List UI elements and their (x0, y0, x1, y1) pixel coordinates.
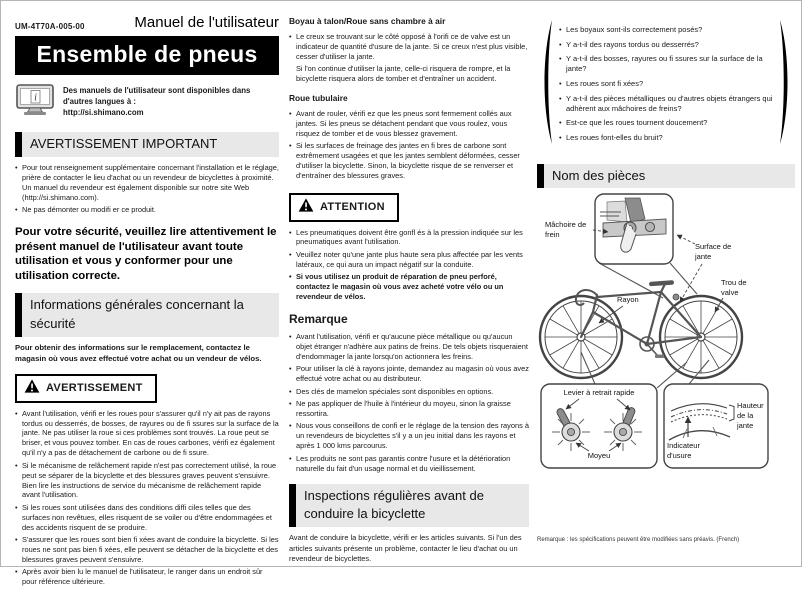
warning-triangle-icon (24, 379, 40, 398)
list-item: • Nous vous conseillons de confi er le réglage de la tension des rayons à un revendeurs de bicyclettes s'il y a un jeu initial dans les rayons et après 1 000 kms parcourus. (289, 421, 529, 451)
section-header-general-info: Informations générales concernant la sécurité (15, 293, 279, 337)
list-item: • Si les surfaces de freinage des jantes en fi bres de carbone sont extrêmement usagées et que les jantes semblent déformées, cesser d'utiliser la bicyclette. Sinon, la bicyclette risque de se renverser et d'entraîner des blessures graves. (289, 141, 529, 181)
column-middle (289, 14, 529, 564)
manuals-url-link[interactable]: http://si.shimano.com (63, 107, 144, 117)
subheading-clincher: Boyau à talon/Roue sans chambre à air (289, 16, 446, 26)
checklist-item: • Y a-t-il des bosses, rayures ou fi ssures sur la surface de la jante? (559, 54, 775, 74)
list-item: • Les pneumatiques doivent être gonfl és à la pression indiquée sur les pneumatiques avant l'utilisation. (289, 228, 529, 248)
attention-label: ATTENTION (320, 201, 385, 214)
safety-lead-paragraph: Pour votre sécurité, veuillez lire attentivement le présent manuel de l'utilisateur avant toute utilisation et vous y conformer pour une utilisation correcte. (15, 225, 277, 282)
important-warning-list (15, 163, 279, 215)
checklist-item: • Est-ce que les roues tournent doucement? (559, 118, 775, 128)
clincher-list (289, 32, 529, 84)
list-item: • Si vous utilisez un produit de réparation de pneu perforé, contactez le magasin où vous avez acheté votre vélo ou un revendeur de vélos. (289, 272, 529, 302)
manuals-line2: d'autres langues à : (63, 96, 136, 106)
checklist-item: • Les roues font-elles du bruit? (559, 133, 775, 143)
list-item: • Avant de rouler, vérifi ez que les pneus sont fermement collés aux jantes. Si les pneus se détachent pendant que vous roulez, vous risquez de tomber et de vous blessez gravement. (289, 109, 529, 139)
page-title: Ensemble de pneus (15, 36, 279, 75)
column-right (537, 14, 795, 494)
warning-triangle-icon (298, 198, 314, 217)
list-item: • Pour utiliser la clé à rayons jointe, demandez au magasin où vous avez effectué votre achat ou au distributeur. (289, 364, 529, 384)
general-info-intro: Pour obtenir des informations sur le remplacement, contactez le magasin où vous avez effectué votre achat ou un vendeur de vélos. (15, 343, 262, 363)
list-item: • Pour tout renseignement supplémentaire concernant l'installation et le réglage, prière de contacter le lieu d'achat ou un revendeur de bicyclettes à proximité. Un manuel du revendeur est également disponible sur notre site Web (http://si.shimano.com). (15, 163, 279, 203)
inspection-checklist (537, 17, 795, 154)
list-item: • Des clés de mamelon spéciales sont disponibles en options. (289, 387, 529, 397)
label-brake-caliper: Mâchoire de frein (545, 220, 587, 240)
general-warning-list (15, 409, 279, 588)
section-header-part-names: Nom des pièces (537, 164, 795, 189)
svg-text:i: i (34, 92, 37, 104)
label-rim-surface: Surface de jante (695, 242, 732, 262)
checklist-item: • Les roues sont fi xées? (559, 79, 775, 89)
checklist-item: • Y a-t-il des rayons tordus ou desserrés? (559, 40, 775, 50)
list-item: • Si les roues sont utilisées dans des conditions diffi ciles telles que des surfaces non revêtues, elles risquent de se voiler ou d'être endommagées et des accidents risquent de se produire. (15, 503, 279, 533)
document-header (15, 14, 279, 31)
section-header-important-warning: AVERTISSEMENT IMPORTANT (15, 132, 279, 157)
manuals-text (63, 84, 250, 119)
list-item: • Ne pas appliquer de l'huile à l'intérieur du moyeu, sinon la graisse ressortira. (289, 399, 529, 419)
label-wear-indicator: Indicateur d'usure (667, 441, 700, 461)
list-item: • Avant l'utilisation, vérifi er qu'aucune pièce métallique ou qu'aucun objet étranger n'adhère aux patins de freins. De tels objets risqueraient d'endommager la jante lorsqu'on actionnera les freins. (289, 332, 529, 362)
column-left (15, 14, 279, 590)
tubular-list (289, 109, 529, 181)
checklist-item: • Les boyaux sont-ils correctement posés? (559, 25, 775, 35)
list-item: • Après avoir bien lu le manuel de l'utilisateur, le ranger dans un endroit sûr pour référence ultérieure. (15, 567, 279, 587)
checklist-item: • Y a-t-il des pièces métalliques ou d'autres objets étrangers qui adhèrent aux mâchoires de freins? (559, 94, 775, 114)
note-heading: Remarque (289, 312, 348, 327)
label-rim-height: Hauteur de la jante (737, 401, 764, 430)
list-item: • Le creux se trouvant sur le côté opposé à l'orifi ce de valve est un indicateur de quantité d'usure de la jante. Si ce creux n'est plus visible, cesser d'utiliser la jante. (289, 32, 529, 62)
note-list (289, 332, 529, 473)
subheading-tubular: Roue tubulaire (289, 93, 348, 104)
attention-list (289, 228, 529, 302)
label-quick-release-lever: Levier à retrait rapide (563, 388, 635, 398)
label-valve-hole: Trou de valve (721, 278, 747, 298)
warning-box (15, 374, 157, 403)
list-item: • Ne pas démonter ou modifi er ce produit. (15, 205, 279, 215)
inspections-intro: Avant de conduire la bicyclette, vérifi er les articles suivants. Si l'un des articles suivants présente un problème, contacter le lieu d'achat ou un revendeur de bicyclettes. (289, 533, 522, 563)
list-item: • S'assurer que les roues sont bien fi xées avant de conduire la bicyclette. Si les roues ne sont pas bien fi xées, elle peuvent se détacher de la bicyclette et des blessures graves peuvent s'ensuivre. (15, 535, 279, 565)
attention-box (289, 193, 399, 222)
document-code: UM-4T70A-005-00 (15, 22, 85, 31)
warning-label: AVERTISSEMENT (46, 382, 143, 395)
right-bracket-icon (778, 19, 793, 150)
monitor-icon (15, 84, 55, 122)
manuals-availability (15, 84, 279, 122)
left-bracket-icon (539, 19, 554, 150)
list-item: • Si le mécanisme de relâchement rapide n'est pas correctement utilisé, la roue peut se séparer de la bicyclette et des blessures graves peuvent s'ensuivre. Bien lire les instructions de service du mécanisme de relâchement rapide avant l'utilisation. (15, 461, 279, 501)
section-header-inspections: Inspections régulières avant de conduire la bicyclette (289, 484, 529, 528)
bicycle-parts-diagram (537, 192, 795, 494)
label-spoke: Rayon (617, 295, 639, 305)
list-item: • Veuillez noter qu'une jante plus haute sera plus affectée par les vents latéraux, ce qui aura un impact négatif sur la conduite. (289, 250, 529, 270)
manuals-line1: Des manuels de l'utilisateur sont disponibles dans (63, 86, 251, 95)
specifications-footnote: Remarque : les spécifications peuvent être modifiées sans préavis. (French) (537, 537, 740, 543)
checklist-items (559, 25, 775, 143)
list-item: Si l'on continue d'utiliser la jante, celle-ci risquera de rompre, et la bicyclette risquera alors de tomber et d'entraîner un accident. (296, 64, 511, 84)
list-item: • Les produits ne sont pas garantis contre l'usure et la détérioration naturelle du fait d'un usage normal et du vieillissement. (289, 454, 529, 474)
list-item: • Avant l'utilisation, vérifi er les roues pour s'assurer qu'il n'y ait pas de rayons tordus ou desserrés, de bosses, de rayures ou de fi ssures sur la surface de la jante. Ne pas utiliser la roue si ces problèmes sont trouvés. La roue peut se briser, et vous pouvez tomber. En cas de roues carbones, vérifi ez également qu'il n'y a pas de détachement de carbone ou de fi ssure. (15, 409, 279, 459)
label-hub: Moyeu (587, 451, 611, 461)
document-type: Manuel de l'utilisateur (134, 14, 279, 31)
